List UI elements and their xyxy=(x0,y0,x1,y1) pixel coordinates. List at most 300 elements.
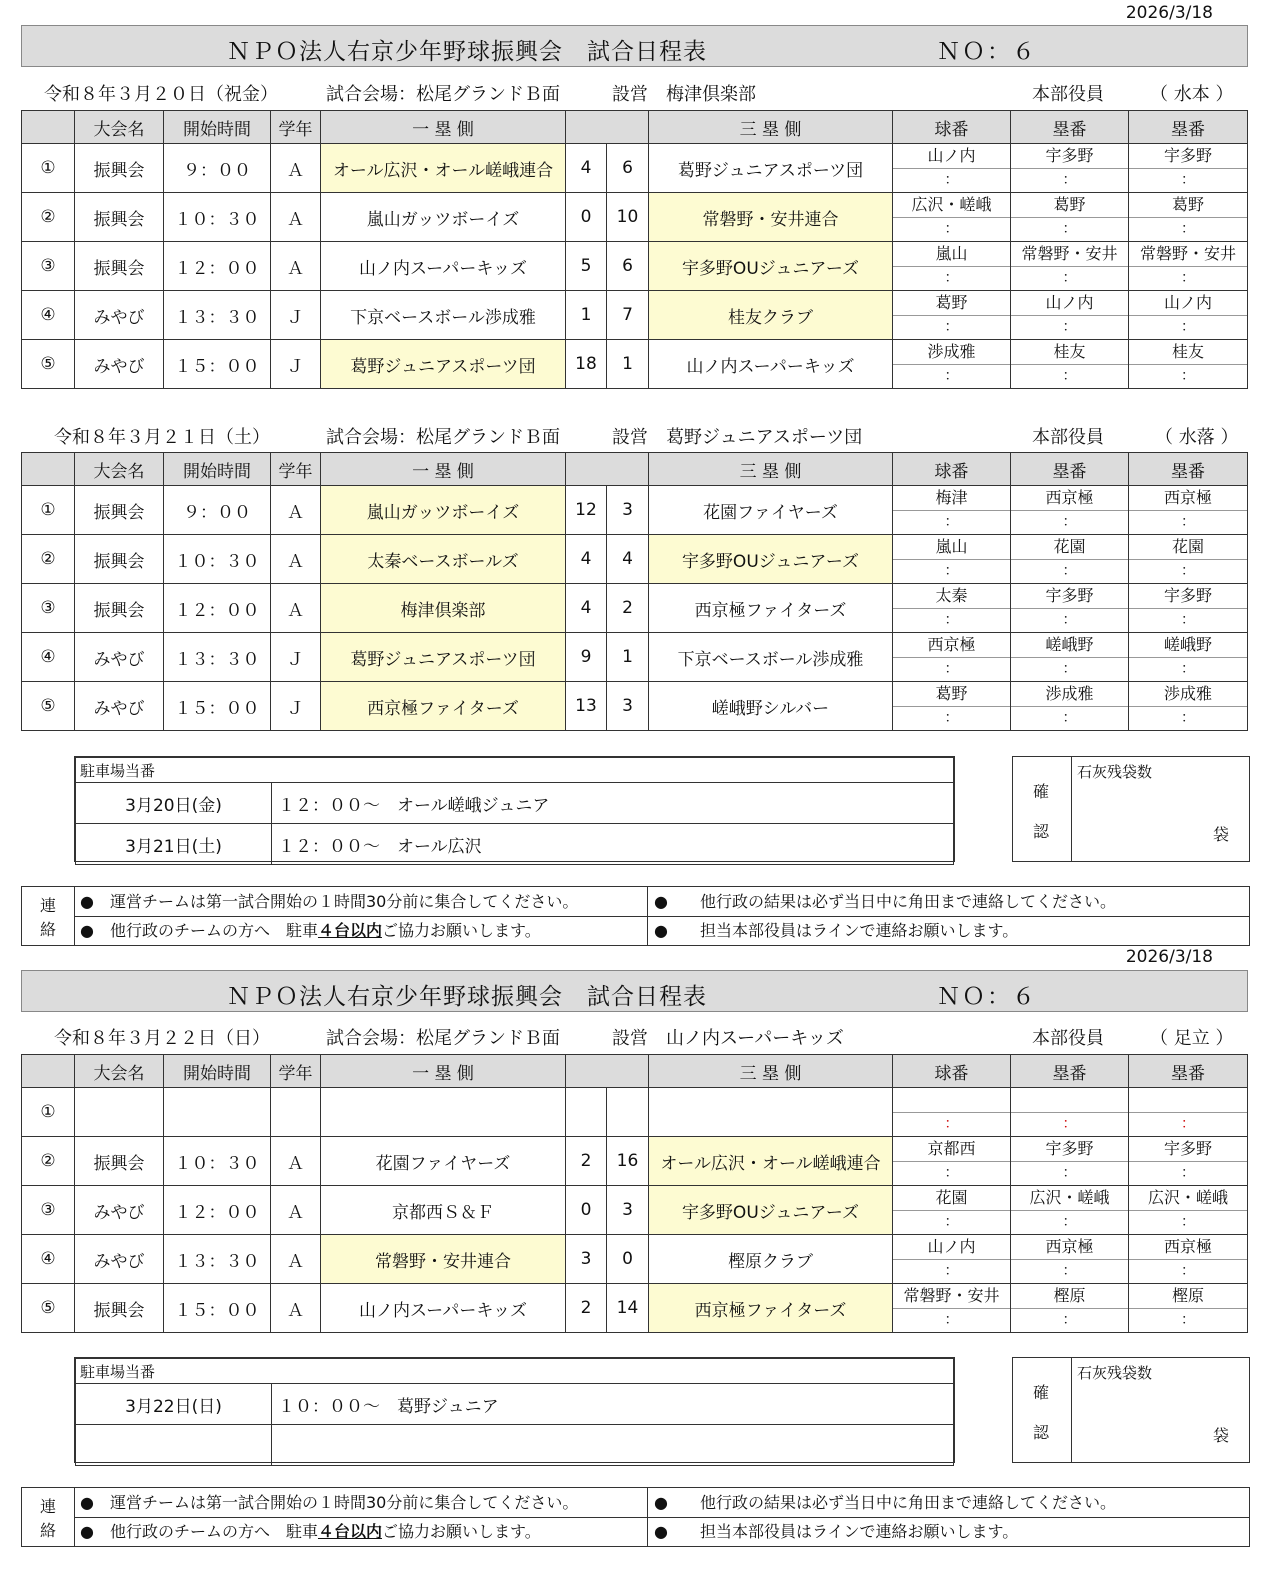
note-parking-limit: ４台以内 xyxy=(317,1522,382,1541)
umpire-time xyxy=(1011,1162,1128,1185)
umpire-time xyxy=(1129,609,1247,632)
umpire-team: 山ノ内 xyxy=(1011,291,1128,316)
umpire-time xyxy=(893,1113,1010,1136)
colon-mark: ： xyxy=(1062,514,1077,530)
first-base-score: 5 xyxy=(566,242,607,291)
note-parking-c: ご協力お願いします。 xyxy=(381,1522,541,1541)
base-umpire xyxy=(1011,242,1129,291)
plate-umpire xyxy=(893,340,1011,389)
umpire-team: 渉成雅 xyxy=(1011,682,1128,707)
bag-unit: 袋 xyxy=(1212,1426,1229,1445)
colon-mark: ： xyxy=(1181,1165,1195,1181)
umpire-team: 西京極 xyxy=(1011,1235,1128,1260)
umpire-time xyxy=(893,609,1010,632)
parking-duty-1 xyxy=(74,756,955,862)
col-first-base: 一 塁 側 xyxy=(321,453,566,486)
plate-umpire xyxy=(893,584,1011,633)
first-base-score: 13 xyxy=(566,682,607,731)
umpire-time xyxy=(1129,1113,1247,1136)
colon-mark: ： xyxy=(1181,1312,1195,1328)
confirm-label: 確 xyxy=(1033,1383,1050,1402)
day-info-1 xyxy=(0,78,1286,108)
third-base-score: 1 xyxy=(607,340,649,389)
umpire-time xyxy=(1129,218,1247,241)
umpire-team: 嵐山 xyxy=(893,535,1010,560)
umpire-time xyxy=(893,169,1010,192)
lime-bags-title: 石灰残袋数 xyxy=(1077,763,1153,781)
umpire-time xyxy=(893,267,1010,290)
first-base-team: 嵐山ガッツボーイズ xyxy=(321,193,566,242)
game-number: ① xyxy=(22,1088,75,1137)
plate-umpire xyxy=(893,535,1011,584)
third-base-score: 14 xyxy=(607,1284,649,1333)
note-line: ● 担当本部役員はラインで連絡お願いします。 xyxy=(654,1522,1019,1541)
umpire-time xyxy=(1011,560,1128,583)
parking-date xyxy=(76,1425,272,1466)
umpire-time xyxy=(1129,267,1247,290)
official-name: （ 足立 ） xyxy=(1150,1028,1234,1049)
base-umpire xyxy=(1129,340,1248,389)
base-umpire xyxy=(1011,633,1129,682)
note-results: ● 他行政の結果は必ず当日中に角田まで連絡してください。 xyxy=(654,1493,1116,1512)
notes-label: 連 xyxy=(40,896,57,915)
official-name: （ 水落 ） xyxy=(1155,427,1239,448)
game-row xyxy=(22,1088,1248,1137)
col-base-ump: 塁番 xyxy=(1129,111,1248,144)
game-row xyxy=(22,584,1248,633)
game-row xyxy=(22,340,1248,389)
umpire-time xyxy=(893,1260,1010,1283)
base-umpire xyxy=(1129,1088,1248,1137)
game-event: みやび xyxy=(75,340,164,389)
umpire-team: 常磐野・安井 xyxy=(1011,242,1128,267)
umpire-time xyxy=(1129,1260,1247,1283)
umpire-team: 宇多野 xyxy=(1011,144,1128,169)
colon-mark: ： xyxy=(1062,563,1077,579)
umpire-time xyxy=(1011,707,1128,730)
colon-mark: ： xyxy=(944,221,959,237)
colon-mark: ： xyxy=(1181,1214,1195,1230)
lime-bags-title: 石灰残袋数 xyxy=(1077,1364,1153,1382)
game-event: みやび xyxy=(75,682,164,731)
first-base-team: 京都西Ｓ＆Ｆ xyxy=(321,1186,566,1235)
first-base-score: 2 xyxy=(566,1137,607,1186)
base-umpire xyxy=(1011,682,1129,731)
base-umpire xyxy=(1011,291,1129,340)
umpire-time xyxy=(1011,1211,1128,1234)
colon-mark: ： xyxy=(944,1165,959,1181)
colon-mark: ： xyxy=(944,612,959,628)
colon-mark: ： xyxy=(1181,612,1195,628)
umpire-team: 広沢・嵯峨 xyxy=(1129,1186,1247,1211)
col-plate-ump: 球番 xyxy=(893,111,1011,144)
base-umpire xyxy=(1011,1088,1129,1137)
umpire-time xyxy=(1011,218,1128,241)
col-grade: 学年 xyxy=(271,1055,321,1088)
colon-mark: ： xyxy=(1062,368,1077,384)
umpire-team: 宇多野 xyxy=(1011,584,1128,609)
official-label: 本部役員 xyxy=(1032,84,1104,105)
umpire-time xyxy=(893,365,1010,388)
col-no xyxy=(22,1055,75,1088)
first-base-score: 4 xyxy=(566,535,607,584)
game-event: 振興会 xyxy=(75,193,164,242)
first-base-team: 西京極ファイターズ xyxy=(321,682,566,731)
base-umpire xyxy=(1129,242,1248,291)
umpire-team: 樫原 xyxy=(1129,1284,1247,1309)
notes-label: 絡 xyxy=(40,1521,57,1540)
col-event: 大会名 xyxy=(75,453,164,486)
colon-mark: ： xyxy=(1181,319,1195,335)
umpire-time xyxy=(1129,1309,1247,1332)
parking-team xyxy=(272,1425,954,1466)
umpire-team xyxy=(1129,1088,1247,1113)
umpire-team: 常磐野・安井 xyxy=(893,1284,1010,1309)
colon-mark: ： xyxy=(944,1312,959,1328)
third-base-score: 7 xyxy=(607,291,649,340)
umpire-team: 太秦 xyxy=(893,584,1010,609)
schedule-table-3 xyxy=(21,1054,1248,1333)
day-venue: 試合会場：松尾グランドＢ面 xyxy=(326,1028,560,1049)
col-time: 開始時間 xyxy=(164,111,271,144)
confirm-box-2 xyxy=(1012,1357,1250,1463)
game-row xyxy=(22,633,1248,682)
umpire-time xyxy=(1011,169,1128,192)
base-umpire xyxy=(1011,1137,1129,1186)
colon-mark: ： xyxy=(944,319,959,335)
parking-label: 駐車場当番 xyxy=(76,1359,954,1384)
game-grade: Ｊ xyxy=(271,340,321,389)
third-base-team: 桂友クラブ xyxy=(649,291,893,340)
game-time: １２：００ xyxy=(164,242,271,291)
schedule-table-1 xyxy=(21,110,1248,389)
col-time: 開始時間 xyxy=(164,1055,271,1088)
plate-umpire xyxy=(893,242,1011,291)
game-row xyxy=(22,1235,1248,1284)
umpire-time xyxy=(893,658,1010,681)
note-line: ● 担当本部役員はラインで連絡お願いします。 xyxy=(654,921,1019,940)
colon-mark: ： xyxy=(1062,1263,1077,1279)
parking-date: 3月22日(日) xyxy=(76,1384,272,1425)
colon-mark: ： xyxy=(1062,1116,1077,1132)
game-time: １０：３０ xyxy=(164,535,271,584)
confirm-label: 認 xyxy=(1033,1423,1050,1442)
third-base-score: 3 xyxy=(607,486,649,535)
game-event: 振興会 xyxy=(75,242,164,291)
umpire-time xyxy=(1129,169,1247,192)
official-label: 本部役員 xyxy=(1032,1028,1104,1049)
game-event: みやび xyxy=(75,633,164,682)
umpire-time xyxy=(1011,658,1128,681)
umpire-team: 葛野 xyxy=(893,291,1010,316)
third-base-score: 2 xyxy=(607,584,649,633)
first-base-team: 花園ファイヤーズ xyxy=(321,1137,566,1186)
third-base-team: 宇多野OUジュニアーズ xyxy=(649,242,893,291)
umpire-team xyxy=(1011,1088,1128,1113)
game-grade: Ａ xyxy=(271,193,321,242)
col-score xyxy=(566,111,649,144)
confirm-label: 認 xyxy=(1033,822,1050,841)
colon-mark: ： xyxy=(1062,172,1077,188)
game-number: ① xyxy=(22,486,75,535)
colon-mark: ： xyxy=(944,270,959,286)
notes-box-1 xyxy=(21,886,1250,946)
first-base-team: 梅津倶楽部 xyxy=(321,584,566,633)
colon-mark: ： xyxy=(1181,270,1195,286)
plate-umpire xyxy=(893,633,1011,682)
colon-mark: ： xyxy=(1062,270,1077,286)
day-host: 設営 梅津倶楽部 xyxy=(612,84,756,105)
umpire-team: 宇多野 xyxy=(1011,1137,1128,1162)
note-assembly: ● 運営チームは第一試合開始の１時間30分前に集合してください。 xyxy=(74,1488,648,1517)
official-label: 本部役員 xyxy=(1032,427,1104,448)
game-time: ９：００ xyxy=(164,144,271,193)
plate-umpire xyxy=(893,1088,1011,1137)
colon-mark: ： xyxy=(1062,710,1077,726)
first-base-team: 嵐山ガッツボーイズ xyxy=(321,486,566,535)
first-base-team: 下京ベースボール渉成雅 xyxy=(321,291,566,340)
first-base-score: 2 xyxy=(566,1284,607,1333)
umpire-time xyxy=(1011,609,1128,632)
umpire-team: 桂友 xyxy=(1011,340,1128,365)
umpire-time xyxy=(893,560,1010,583)
game-event xyxy=(75,1088,164,1137)
colon-mark: ： xyxy=(1062,1165,1077,1181)
day-venue: 試合会場：松尾グランドＢ面 xyxy=(326,427,560,448)
third-base-score: 6 xyxy=(607,144,649,193)
umpire-team: 西京極 xyxy=(1011,486,1128,511)
umpire-team: 葛野 xyxy=(893,682,1010,707)
parking-date: 3月21日(土) xyxy=(76,824,272,865)
umpire-time xyxy=(1011,1113,1128,1136)
third-base-team: 嵯峨野シルバー xyxy=(649,682,893,731)
umpire-time xyxy=(893,218,1010,241)
umpire-team: 山ノ内 xyxy=(893,144,1010,169)
umpire-time xyxy=(1129,658,1247,681)
first-base-team: 山ノ内スーパーキッズ xyxy=(321,242,566,291)
day-date: 令和８年３月２０日（祝金） xyxy=(44,84,278,105)
game-row xyxy=(22,242,1248,291)
third-base-team: 宇多野OUジュニアーズ xyxy=(649,535,893,584)
day-date: 令和８年３月２１日（土） xyxy=(54,427,270,448)
game-grade: Ａ xyxy=(271,486,321,535)
umpire-team: 西京極 xyxy=(893,633,1010,658)
colon-mark: ： xyxy=(1181,1116,1195,1132)
third-base-team: 山ノ内スーパーキッズ xyxy=(649,340,893,389)
game-event: 振興会 xyxy=(75,144,164,193)
game-row xyxy=(22,1284,1248,1333)
game-number: ③ xyxy=(22,242,75,291)
sheet-number: ＮＯ：６ xyxy=(937,984,1037,1010)
note-parking-a: ● 他行政のチームの方へ 駐車 xyxy=(80,1522,318,1541)
umpire-time xyxy=(893,316,1010,339)
colon-mark: ： xyxy=(1062,1312,1077,1328)
game-time: １３：３０ xyxy=(164,1235,271,1284)
col-score xyxy=(566,1055,649,1088)
col-plate-ump: 球番 xyxy=(893,1055,1011,1088)
col-event: 大会名 xyxy=(75,1055,164,1088)
base-umpire xyxy=(1011,1235,1129,1284)
first-base-score: 12 xyxy=(566,486,607,535)
parking-date: 3月20日(金) xyxy=(76,783,272,824)
game-event: 振興会 xyxy=(75,584,164,633)
base-umpire xyxy=(1011,144,1129,193)
parking-team: １２：００～ オール広沢 xyxy=(272,824,954,865)
base-umpire xyxy=(1129,144,1248,193)
colon-mark: ： xyxy=(1062,612,1077,628)
game-row xyxy=(22,144,1248,193)
umpire-team: 桂友 xyxy=(1129,340,1247,365)
umpire-team: 広沢・嵯峨 xyxy=(893,193,1010,218)
umpire-team: 宇多野 xyxy=(1129,144,1247,169)
third-base-team: 下京ベースボール渉成雅 xyxy=(649,633,893,682)
game-time: １２：００ xyxy=(164,584,271,633)
umpire-time xyxy=(1129,365,1247,388)
game-number: ④ xyxy=(22,633,75,682)
colon-mark: ： xyxy=(1181,368,1195,384)
plate-umpire xyxy=(893,1284,1011,1333)
note-parking-c: ご協力お願いします。 xyxy=(381,921,541,940)
col-time: 開始時間 xyxy=(164,453,271,486)
base-umpire xyxy=(1129,193,1248,242)
first-base-team: 山ノ内スーパーキッズ xyxy=(321,1284,566,1333)
notes-label: 連 xyxy=(40,1497,57,1516)
base-umpire xyxy=(1129,535,1248,584)
umpire-team: 西京極 xyxy=(1129,486,1247,511)
colon-mark: ： xyxy=(1181,1263,1195,1279)
base-umpire xyxy=(1011,340,1129,389)
third-base-team: 西京極ファイターズ xyxy=(649,584,893,633)
third-base-team: 宇多野OUジュニアーズ xyxy=(649,1186,893,1235)
base-umpire xyxy=(1129,291,1248,340)
colon-mark: ： xyxy=(1181,661,1195,677)
col-base-ump: 塁番 xyxy=(1011,111,1129,144)
col-base-ump: 塁番 xyxy=(1011,1055,1129,1088)
col-base-ump: 塁番 xyxy=(1129,453,1248,486)
first-base-score: 18 xyxy=(566,340,607,389)
game-time: １５：００ xyxy=(164,1284,271,1333)
umpire-time xyxy=(1129,707,1247,730)
colon-mark: ： xyxy=(944,1116,959,1132)
umpire-team: 山ノ内 xyxy=(893,1235,1010,1260)
note-parking xyxy=(74,1517,648,1546)
header-row xyxy=(22,111,1248,144)
first-base-team: 常磐野・安井連合 xyxy=(321,1235,566,1284)
game-number: ⑤ xyxy=(22,1284,75,1333)
day-host: 設営 山ノ内スーパーキッズ xyxy=(612,1028,844,1049)
game-number: ④ xyxy=(22,1235,75,1284)
col-third-base: 三 塁 側 xyxy=(649,1055,893,1088)
game-grade: Ｊ xyxy=(271,291,321,340)
game-grade: Ａ xyxy=(271,584,321,633)
game-time: １３：３０ xyxy=(164,633,271,682)
game-number: ⑤ xyxy=(22,340,75,389)
day-info-3 xyxy=(0,1022,1286,1052)
title-bar xyxy=(21,970,1248,1012)
umpire-team: 嵐山 xyxy=(893,242,1010,267)
col-first-base: 一 塁 側 xyxy=(321,1055,566,1088)
col-no xyxy=(22,453,75,486)
game-number: ④ xyxy=(22,291,75,340)
first-base-team: 葛野ジュニアスポーツ団 xyxy=(321,340,566,389)
header-row xyxy=(22,453,1248,486)
umpire-team: 嵯峨野 xyxy=(1129,633,1247,658)
game-time: １３：３０ xyxy=(164,291,271,340)
third-base-team: 樫原クラブ xyxy=(649,1235,893,1284)
umpire-team: 花園 xyxy=(893,1186,1010,1211)
game-time: １５：００ xyxy=(164,682,271,731)
umpire-time xyxy=(893,707,1010,730)
third-base-score: 10 xyxy=(607,193,649,242)
third-base-team xyxy=(649,1088,893,1137)
umpire-time xyxy=(893,1309,1010,1332)
plate-umpire xyxy=(893,1235,1011,1284)
plate-umpire xyxy=(893,486,1011,535)
header-row xyxy=(22,1055,1248,1088)
umpire-time xyxy=(1011,365,1128,388)
first-base-score: 4 xyxy=(566,584,607,633)
third-base-score: 4 xyxy=(607,535,649,584)
parking-team: １２：００～ オール嵯峨ジュニア xyxy=(272,783,954,824)
game-grade: Ａ xyxy=(271,1284,321,1333)
umpire-team: 西京極 xyxy=(1129,1235,1247,1260)
note-results: ● 他行政の結果は必ず当日中に角田まで連絡してください。 xyxy=(654,892,1116,911)
game-grade: Ａ xyxy=(271,535,321,584)
game-number: ② xyxy=(22,193,75,242)
sheet-number: ＮＯ：６ xyxy=(937,39,1037,65)
game-time xyxy=(164,1088,271,1137)
game-number: ① xyxy=(22,144,75,193)
game-grade: Ａ xyxy=(271,1235,321,1284)
base-umpire xyxy=(1011,1284,1129,1333)
game-event: 振興会 xyxy=(75,1284,164,1333)
third-base-score xyxy=(607,1088,649,1137)
day-date: 令和８年３月２２日（日） xyxy=(54,1028,270,1049)
umpire-team: 嵯峨野 xyxy=(1011,633,1128,658)
umpire-team: 山ノ内 xyxy=(1129,291,1247,316)
umpire-time xyxy=(1129,1162,1247,1185)
first-base-score xyxy=(566,1088,607,1137)
plate-umpire xyxy=(893,193,1011,242)
game-row xyxy=(22,193,1248,242)
col-base-ump: 塁番 xyxy=(1011,453,1129,486)
colon-mark: ： xyxy=(1181,221,1195,237)
col-third-base: 三 塁 側 xyxy=(649,453,893,486)
game-event: 振興会 xyxy=(75,1137,164,1186)
confirm-label: 確 xyxy=(1033,782,1050,801)
third-base-score: 1 xyxy=(607,633,649,682)
game-event: 振興会 xyxy=(75,535,164,584)
issue-date: 2026/3/18 xyxy=(1125,947,1213,967)
first-base-score: 0 xyxy=(566,193,607,242)
umpire-team: 渉成雅 xyxy=(893,340,1010,365)
day-info-2 xyxy=(0,421,1286,451)
umpire-team: 花園 xyxy=(1129,535,1247,560)
third-base-score: 16 xyxy=(607,1137,649,1186)
umpire-team: 葛野 xyxy=(1011,193,1128,218)
parking-duty-2 xyxy=(74,1357,955,1463)
game-row xyxy=(22,1186,1248,1235)
base-umpire xyxy=(1129,1137,1248,1186)
base-umpire xyxy=(1011,535,1129,584)
col-plate-ump: 球番 xyxy=(893,453,1011,486)
umpire-time xyxy=(893,1211,1010,1234)
base-umpire xyxy=(1129,1186,1248,1235)
game-event: みやび xyxy=(75,1186,164,1235)
game-grade: Ａ xyxy=(271,1137,321,1186)
game-time: １０：３０ xyxy=(164,1137,271,1186)
colon-mark: ： xyxy=(1062,319,1077,335)
